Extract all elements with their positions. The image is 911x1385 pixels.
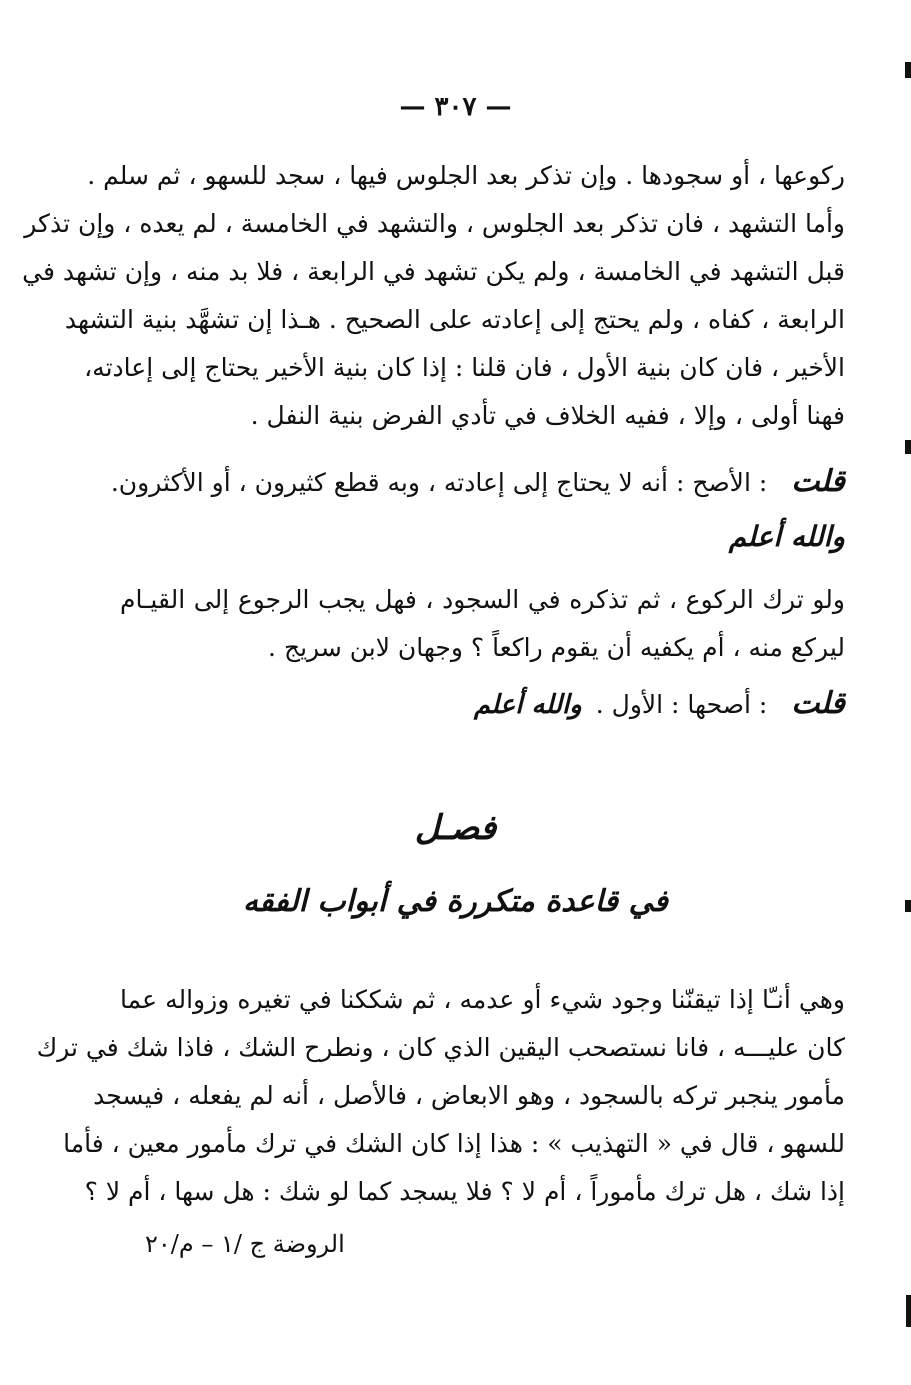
qult-keyword: قلت — [791, 464, 845, 499]
text-line: كان عليـــه ، فانا نستصحب اليقين الذي كان ، ونطرح الشك ، فاذا شك في ترك — [36, 1033, 845, 1062]
paragraph-3 — [36, 976, 845, 1216]
text-line: ركوعها ، أو سجودها . وإن تذكر بعد الجلوس فيها ، سجد للسهو ، ثم سلم . — [87, 161, 845, 190]
text-line: مأمور ينجبر تركه بالسجود ، وهو الابعاض ، فالأصل ، أنه لم يفعله ، فيسجد — [93, 1081, 845, 1110]
qult-note-1 — [110, 458, 845, 506]
page-number: — ٣٠٧ — — [399, 92, 512, 122]
scan-edge-mark — [905, 900, 911, 912]
text-line: للسهو ، قال في « التهذيب » : هذا إذا كان الشك في ترك مأمور معين ، فأما — [63, 1129, 845, 1158]
text-line: إذا شك ، هل ترك مأموراً ، أم لا ؟ فلا يسجد كما لو شك : هل سها ، أم لا ؟ — [84, 1177, 845, 1206]
text-line: فهنا أولى ، وإلا ، ففيه الخلاف في تأدي الفرض بنية النفل . — [250, 401, 845, 430]
signature-footer: الروضة ج /١ – م/٢٠ — [145, 1230, 345, 1258]
qult-text: : الأصح : أنه لا يحتاج إلى إعادته ، وبه قطع كثيرون ، أو الأكثرون. — [110, 468, 768, 497]
qult-note-2 — [120, 680, 845, 728]
text-line: ليركع منه ، أم يكفيه أن يقوم راكعاً ؟ وجهان لابن سريج . — [268, 633, 845, 662]
scan-edge-mark — [906, 1295, 911, 1327]
text-line: وأما التشهد ، فان تذكر بعد الجلوس ، والتشهد في الخامسة ، لم يعده ، وإن تذكر — [24, 209, 845, 238]
scan-edge-mark — [905, 62, 911, 78]
text-line: الرابعة ، كفاه ، ولم يحتج إلى إعادته على الصحيح . هـذا إن تشهَّد بنية التشهد — [64, 305, 845, 334]
closing-formula: والله أعلم — [473, 690, 582, 720]
scan-edge-mark — [905, 440, 911, 454]
text-line: ولو ترك الركوع ، ثم تذكره في السجود ، فهل يجب الرجوع إلى القيـام — [120, 585, 845, 614]
qult-keyword: قلت — [791, 686, 845, 721]
section-title: فصـل — [414, 808, 497, 848]
closing-formula: والله أعلم — [728, 520, 845, 553]
paragraph-1 — [22, 152, 845, 440]
qult-text: : أصحها : الأول . — [595, 690, 768, 719]
paragraph-2 — [120, 576, 845, 672]
text-line: وهي أنـّا إذا تيقنّنا وجود شيء أو عدمه ، ثم شككنا في تغيره وزواله عما — [120, 985, 845, 1014]
text-line: الأخير ، فان كان بنية الأول ، فان قلنا : إذا كان بنية الأخير يحتاج إلى إعادته، — [84, 353, 845, 382]
text-line: قبل التشهد في الخامسة ، ولم يكن تشهد في الرابعة ، فلا بد منه ، وإن تشهد في — [22, 257, 845, 286]
section-subtitle: في قاعدة متكررة في أبواب الفقه — [243, 884, 668, 919]
